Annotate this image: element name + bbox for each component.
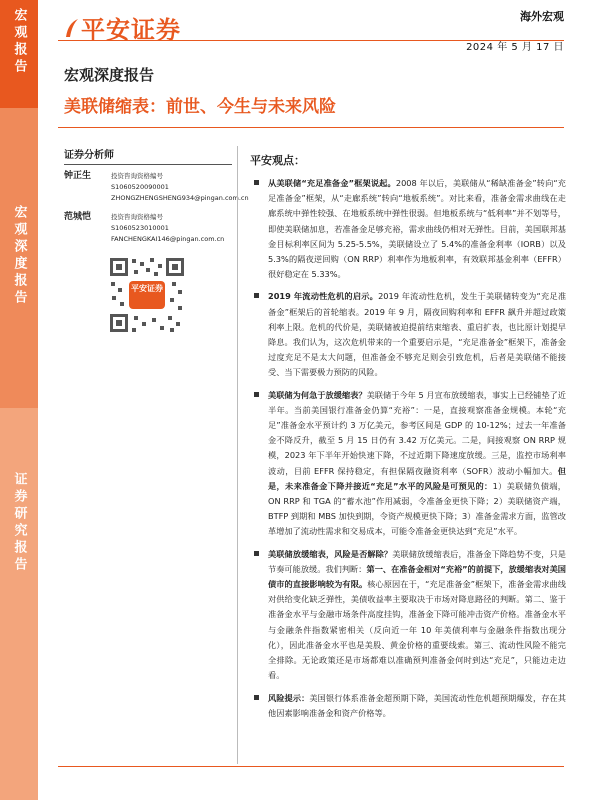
point-text: 美联储放缓缩表后，准备金下降趋势不变，只是节奏可能放缓。我们判断： [268, 548, 566, 574]
sidebar-label: 证券研究报告 [11, 472, 27, 574]
point-text: 2008 年以后，美联储从“稀缺准备金”转向“充足准备金”框架，从“走廊系统”转向“地板系统”。对比来看，准备金需求曲线在走廊系统中弹性较强、在地板系统中弹性很弱。但地板系统与“低利率”并不划等号，即使美联储加息，若准备金足够充裕，需求曲线仍相对无弹性。目前，美国联邦基金目标利率区间为 5.25-5.5%，美联储设立了 5.4%的准备金利率（IORB）以及 5.3%的隔夜逆回购（ON RRP）利率作为地板利率，有效联邦基金利率（EFFR）很好稳定在 5.33%。 [268, 178, 566, 280]
analyst-section [64, 146, 249, 245]
analyst-heading: 证券分析师 [64, 146, 232, 165]
report-title: 美联储缩表：前世、今生与未来风险 [64, 97, 336, 117]
sidebar-label: 宏观报告 [11, 8, 27, 76]
key-point [250, 691, 566, 721]
logo-text: 平安证券 [81, 16, 181, 44]
analyst-name: 钟正生 [64, 171, 92, 181]
column-divider [237, 146, 238, 764]
logo-swoosh-icon [64, 17, 79, 39]
key-point [250, 176, 566, 282]
point-text: 美联储于今年 5 月宣布放缓缩表，事实上已经铺垫了近半年。当前美国银行准备金仍算“充裕”：一是，直接观察准备金规模。本轮“充足”准备金水平预计约 3 万亿美元，参考区间是 GDP 的 10-12%；过去一年准备金不降反升，截至 5 月 15 日仍有 3.42 万亿美元。二是，间接观察 ON RRP 规模，2023 年下半年开始快速下降，不过近期下降速度放缓。三是，监控市场利率波动，目前 EFFR 保持稳定，有担保隔夜融资利率（SOFR）波动小幅加大。 [268, 389, 566, 476]
analyst-cert-label: 投资咨询资格编号 [111, 213, 163, 221]
key-point [250, 547, 566, 684]
sidebar-block-research [0, 408, 38, 800]
square-bullet-icon [254, 293, 259, 298]
header-meta [466, 8, 564, 53]
square-bullet-icon [254, 695, 259, 700]
header-divider [58, 40, 564, 41]
point-lead: 2019 年流动性危机的启示。 [268, 291, 379, 302]
point-lead: 美联储为何急于放缓缩表？ [268, 389, 367, 400]
sidebar [0, 0, 38, 800]
qr-code [108, 256, 186, 334]
point-tail: 1）美联储负债端，ON RRP 和 TGA 的“蓄水池”作用减弱，令准备金更快下降；2）美联储资产端，BTFP 到期和 MBS 加快到期，令资产规模更快下降；3）准备金需求方面，监管改革增加了流动性需求和交易成本，可能令准备金更快达到“充足”水平。 [268, 480, 566, 537]
square-bullet-icon [254, 551, 259, 556]
square-bullet-icon [254, 180, 259, 185]
analyst-email: ZHONGZHENGSHENG934@pingan.com.cn [111, 194, 249, 202]
analyst-email: FANCHENGKAI146@pingan.com.cn [111, 235, 225, 243]
point-emphasis: 第一、在准备金相对“充裕”的前提下，放缓缩表对美国债市的直接影响较为有限。 [268, 563, 566, 590]
sidebar-block-report [0, 0, 38, 108]
point-text: 2019 年流动性危机，发生于美联储转变为“充足准备金”框架后的首轮缩表。2019 年 9 月，隔夜回购利率和 EFFR 飙升并超过政策利率上限。危机的代价是，美联储被迫提前结束缩表、重启扩表，也比原计划提早降息。我们认为，这次危机带来的一个重要启示是，“充足准备金”框架下，准备金过度充足不是太大问题，但准备金不够充足则会引致危机，后者是美联储不能接受、当下需要极力预防的风险。 [268, 291, 567, 378]
point-text: 美国银行体系准备金超预期下降，美国流动性危机超预期爆发，存在其他因素影响准备金和资产价格等。 [268, 692, 566, 718]
title-divider [58, 127, 564, 128]
analyst-entry [64, 171, 249, 204]
point-emphasis: 但是，未来准备金下降并接近“充足”水平的风险是可预见的： [268, 465, 566, 491]
report-type: 宏观深度报告 [64, 66, 155, 84]
footer-divider [58, 766, 564, 767]
analyst-name: 范城恺 [64, 212, 92, 222]
key-point [250, 388, 566, 540]
point-lead: 美联储放缓缩表，风险是否解除？ [268, 548, 393, 559]
analyst-cert-label: 投资咨询资格编号 [111, 172, 163, 180]
sidebar-block-deep-report [0, 108, 38, 408]
view-heading: 平安观点： [250, 154, 305, 167]
analyst-entry [64, 212, 234, 245]
point-tail: 核心原因在于，“充足准备金”框架下，准备金需求曲线对供给变化缺乏弹性，美债收益率主要取决于市场对降息路径的判断。第二、鉴于准备金水平与金融市场条件高度挂钩，准备金下降可能冲击资产价格。准备金水平与金融条件指数紧密相关（反向近一年 10 年美债利率与金融条件指数出现分化），因此准备金水平也是美股、黄金价格的重要线索。第三、流动性风险不能完全排除。无论政策还是市场都难以准确预判准备金何时到达“充足”，只能边走边看。 [268, 579, 566, 681]
analyst-cert-number: S1060520090001 [111, 183, 169, 191]
sidebar-label: 宏观深度报告 [11, 205, 27, 307]
analyst-cert-number: S1060523010001 [111, 224, 169, 232]
qr-brand-badge: 平安证券 [129, 281, 165, 309]
point-lead: 风险提示： [268, 692, 310, 703]
report-date: 2024 年 5 月 17 日 [466, 42, 564, 53]
category-tag: 海外宏观 [520, 10, 564, 23]
main-content [250, 152, 566, 728]
point-lead: 从美联储“充足准备金”框架说起。 [268, 178, 396, 188]
key-point [250, 289, 566, 380]
square-bullet-icon [254, 392, 259, 397]
